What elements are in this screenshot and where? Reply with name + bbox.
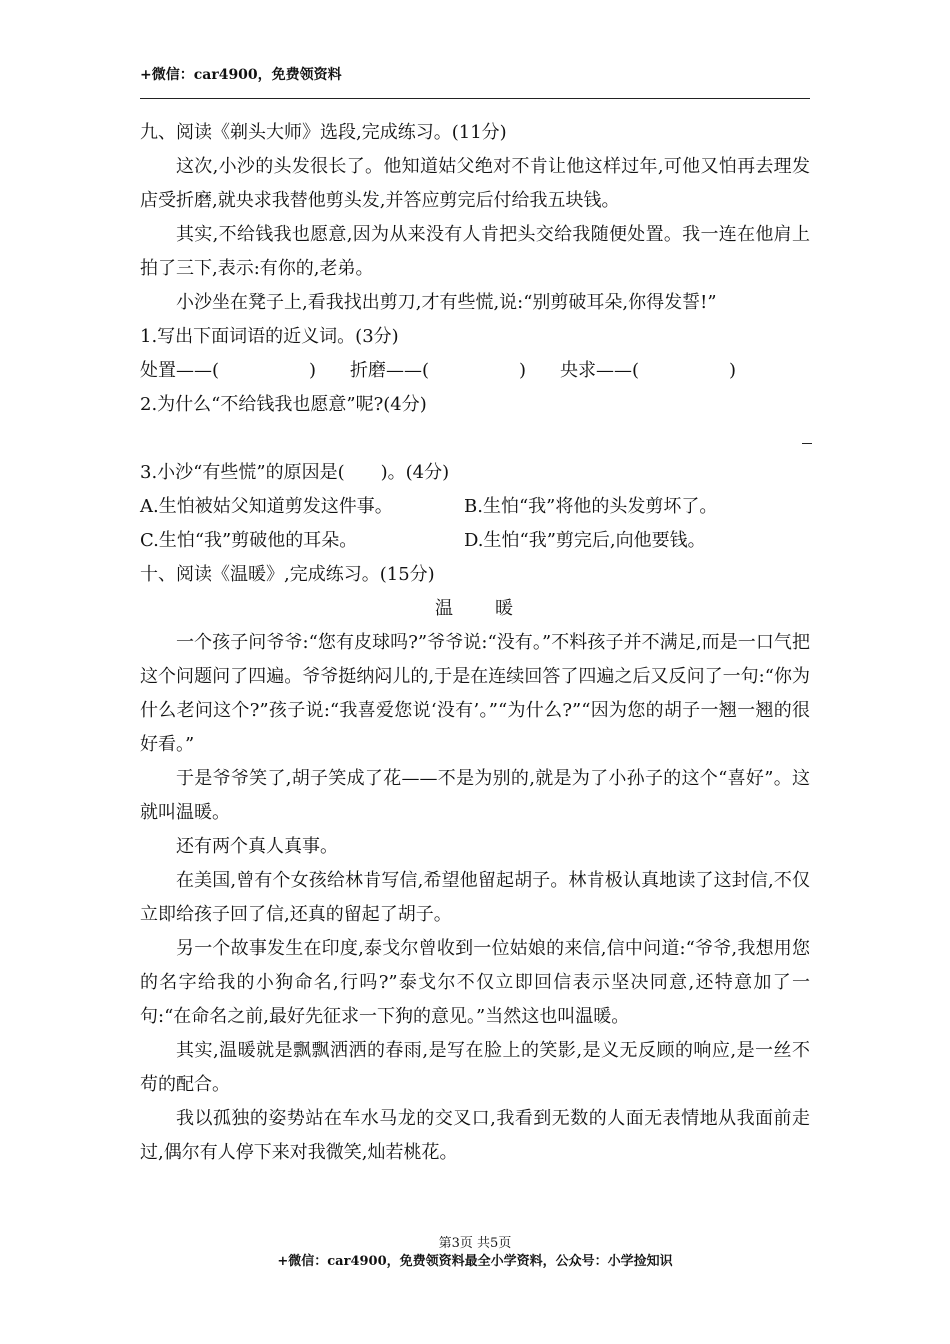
option-c[interactable]: C.生怕“我”剪破他的耳朵。	[140, 530, 358, 551]
section-10-paragraph-3: 还有两个真人真事。	[176, 836, 338, 857]
synonym-item-2[interactable]: 折磨——( )	[350, 360, 527, 381]
page-number: 第3页 共5页	[438, 1236, 512, 1251]
question-1-prompt: 1.写出下面词语的近义词。(3分)	[140, 326, 399, 347]
section-10-paragraph-7: 我以孤独的姿势站在车水马龙的交叉口,我看到无数的人面无表情地从我面前走过,偶尔有人停下来对我微笑,灿若桃花。	[140, 1108, 810, 1163]
question-2-answer-area[interactable]	[140, 422, 810, 456]
footer-note: +微信：car4900，免费领资料最全小学资料，公众号：小学捡知识	[277, 1254, 673, 1269]
section-9-title: 九、阅读《剃头大师》选段,完成练习。(11分)	[140, 122, 507, 143]
option-a[interactable]: A.生怕被姑父知道剪发这件事。	[140, 496, 393, 517]
answer-line-end-mark	[802, 443, 812, 444]
question-1-synonym-row	[140, 354, 810, 388]
option-d[interactable]: D.生怕“我”剪完后,向他要钱。	[464, 530, 706, 551]
section-9-paragraph-1: 这次,小沙的头发很长了。他知道姑父绝对不肯让他这样过年,可他又怕再去理发店受折磨,就央求我替他剪头发,并答应剪完后付给我五块钱。	[140, 156, 810, 211]
option-b[interactable]: B.生怕“我”将他的头发剪坏了。	[464, 496, 718, 517]
section-10-paragraph-1: 一个孩子问爷爷:“您有皮球吗?”爷爷说:“没有。”不料孩子并不满足,而是一口气把这个问题问了四遍。爷爷挺纳闷儿的,于是在连续回答了四遍之后又反问了一句:“你为什么老问这个?”孩子说:“我喜爱您说‘没有’。”“为什么?”“因为您的胡子一翘一翘的很好看。”	[140, 632, 811, 755]
question-3-options-row-1	[140, 490, 810, 524]
synonym-item-1[interactable]: 处置——( )	[140, 360, 317, 381]
synonym-item-3[interactable]: 央求——( )	[560, 360, 737, 381]
section-9-paragraph-2: 其实,不给钱我也愿意,因为从来没有人肯把头交给我随便处置。我一连在他肩上拍了三下,表示:有你的,老弟。	[140, 224, 810, 279]
article-title: 温 暖	[435, 598, 515, 619]
question-3-options-row-2	[140, 524, 810, 558]
section-10-paragraph-6: 其实,温暖就是飘飘洒洒的春雨,是写在脸上的笑影,是义无反顾的响应,是一丝不苟的配合。	[140, 1040, 810, 1095]
question-3-prompt: 3.小沙“有些慌”的原因是( )。(4分)	[140, 462, 450, 483]
page-content	[140, 116, 810, 1170]
header-divider	[140, 98, 810, 99]
section-9-paragraph-3: 小沙坐在凳子上,看我找出剪刀,才有些慌,说:“别剪破耳朵,你得发誓!”	[176, 292, 717, 313]
section-10-title: 十、阅读《温暖》,完成练习。(15分)	[140, 564, 435, 585]
section-10-paragraph-4: 在美国,曾有个女孩给林肯写信,希望他留起胡子。林肯极认真地读了这封信,不仅立即给孩子回了信,还真的留起了胡子。	[140, 870, 810, 925]
section-10-paragraph-2: 于是爷爷笑了,胡子笑成了花——不是为别的,就是为了小孙子的这个“喜好”。这就叫温暖。	[140, 768, 810, 823]
question-2-prompt: 2.为什么“不给钱我也愿意”呢?(4分)	[140, 394, 427, 415]
header-note: +微信：car4900，免费领资料	[140, 67, 342, 83]
section-10-paragraph-5: 另一个故事发生在印度,泰戈尔曾收到一位姑娘的来信,信中问道:“爷爷,我想用您的名字给我的小狗命名,行吗?”泰戈尔不仅立即回信表示坚决同意,还特意加了一句:“在命名之前,最好先征求一下狗的意见。”当然这也叫温暖。	[140, 938, 810, 1027]
